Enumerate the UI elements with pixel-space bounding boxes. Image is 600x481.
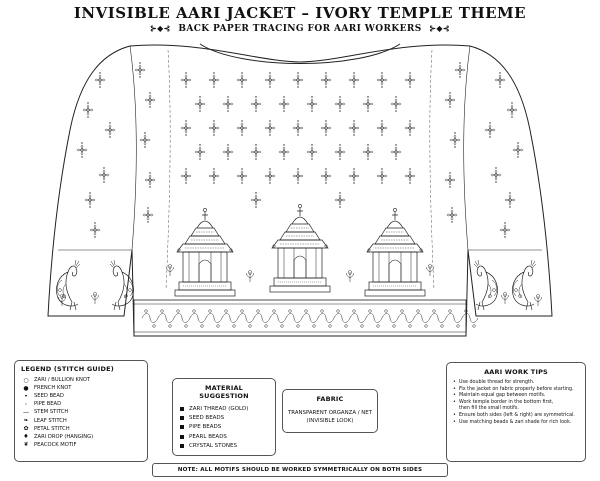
material-label: PEARL BEADS xyxy=(189,433,227,440)
jacket-tracing xyxy=(0,36,600,358)
page-subtitle xyxy=(0,23,600,34)
tip-text: Use matching beads & zari shade for rich look. xyxy=(459,419,572,425)
fabric-title: FABRIC xyxy=(316,395,344,403)
legend-symbol-icon: ● xyxy=(23,384,29,392)
legend-item xyxy=(21,416,141,424)
tip-item xyxy=(453,406,579,413)
tip-item xyxy=(453,380,579,387)
bullet-icon: • xyxy=(453,380,456,385)
tip-text: Fix the jacket on fabric properly before starting. xyxy=(459,386,574,392)
fabric-line-2: (INVISIBLE LOOK) xyxy=(306,418,354,424)
bullet-square-icon xyxy=(180,407,184,411)
ornament-right: ⊱◆⊰ xyxy=(429,23,450,33)
bullet-square-icon xyxy=(180,444,184,448)
legend-box xyxy=(14,360,148,462)
material-item xyxy=(180,413,268,422)
material-label: ZARI THREAD (GOLD) xyxy=(189,405,249,412)
legend-symbol-icon: • xyxy=(24,392,28,400)
ornament-left: ⊱◆⊰ xyxy=(150,23,171,33)
bullet-square-icon xyxy=(180,416,184,420)
bullet-icon: • xyxy=(453,412,456,418)
legend-title: LEGEND (STITCH GUIDE) xyxy=(21,365,114,373)
legend-symbol-icon: ♦ xyxy=(23,433,29,441)
legend-label: PETAL STITCH xyxy=(34,425,70,432)
material-label: CRYSTAL STONES xyxy=(189,443,237,450)
legend-label: PEACOCK MOTIF xyxy=(34,441,77,448)
bullet-icon: • xyxy=(453,393,456,399)
fabric-line-1: TRANSPARENT ORGANZA / NET xyxy=(288,410,372,416)
legend-symbol-icon: — xyxy=(23,408,29,416)
bullet-icon: • xyxy=(453,399,456,405)
legend-item xyxy=(21,384,141,392)
legend-label: STEM STITCH xyxy=(34,409,69,416)
tip-text: then fill the small motifs. xyxy=(459,406,519,412)
legend-label: SEED BEAD xyxy=(34,393,64,400)
subtitle-text: BACK PAPER TRACING FOR AARI WORKERS xyxy=(178,24,422,34)
legend-symbol-icon: ❧ xyxy=(23,417,29,425)
legend-label: PIPE BEAD xyxy=(34,401,62,408)
legend-label: ZARI DROP (HANGING) xyxy=(34,433,94,440)
tip-item xyxy=(453,393,579,400)
material-item xyxy=(180,423,268,432)
tips-title: AARI WORK TIPS xyxy=(484,368,548,376)
material-title: MATERIAL SUGGESTION xyxy=(199,384,249,400)
vine-flower xyxy=(473,325,476,328)
legend-item xyxy=(21,441,141,449)
material-box xyxy=(172,378,276,456)
tip-text: Work temple border in the bottom first, xyxy=(459,399,554,405)
tip-text: Use double thread for strength. xyxy=(459,380,535,385)
legend-symbol-icon: ○ xyxy=(23,376,29,384)
tip-text: Maintain equal gap between motifs. xyxy=(459,393,546,399)
legend-label: ZARI / BULLION KNOT xyxy=(34,377,91,384)
legend-item xyxy=(21,433,141,441)
material-label: PIPE BEADS xyxy=(189,424,222,431)
legend-item xyxy=(21,425,141,433)
bullet-square-icon xyxy=(180,425,184,429)
tip-item xyxy=(453,420,579,427)
legend-item xyxy=(21,392,141,400)
material-item xyxy=(180,404,268,413)
footer-note: NOTE: ALL MOTIFS SHOULD BE WORKED SYMMETRICALLY ON BOTH SIDES xyxy=(152,463,448,477)
bullet-icon: • xyxy=(453,419,456,425)
material-item xyxy=(180,442,268,451)
legend-label: LEAF STITCH xyxy=(34,417,67,424)
legend-item xyxy=(21,400,141,408)
legend-symbol-icon: ❦ xyxy=(23,441,29,449)
legend-symbol-icon: ✿ xyxy=(23,425,29,433)
bullet-square-icon xyxy=(180,435,184,439)
tips-box xyxy=(446,362,586,462)
material-label: SEED BEADS xyxy=(189,415,225,422)
legend-item xyxy=(21,376,141,384)
tip-text: Ensure both sides (left & right) are symmetrical. xyxy=(459,412,575,418)
material-item xyxy=(180,432,268,441)
tip-item xyxy=(453,413,579,420)
fabric-box xyxy=(282,389,378,433)
legend-symbol-icon: ◦ xyxy=(24,400,28,408)
legend-label: FRENCH KNOT xyxy=(34,385,72,392)
page-title: INVISIBLE AARI JACKET – IVORY TEMPLE THEME xyxy=(73,4,527,22)
bullet-icon: • xyxy=(453,386,456,392)
legend-item xyxy=(21,408,141,416)
